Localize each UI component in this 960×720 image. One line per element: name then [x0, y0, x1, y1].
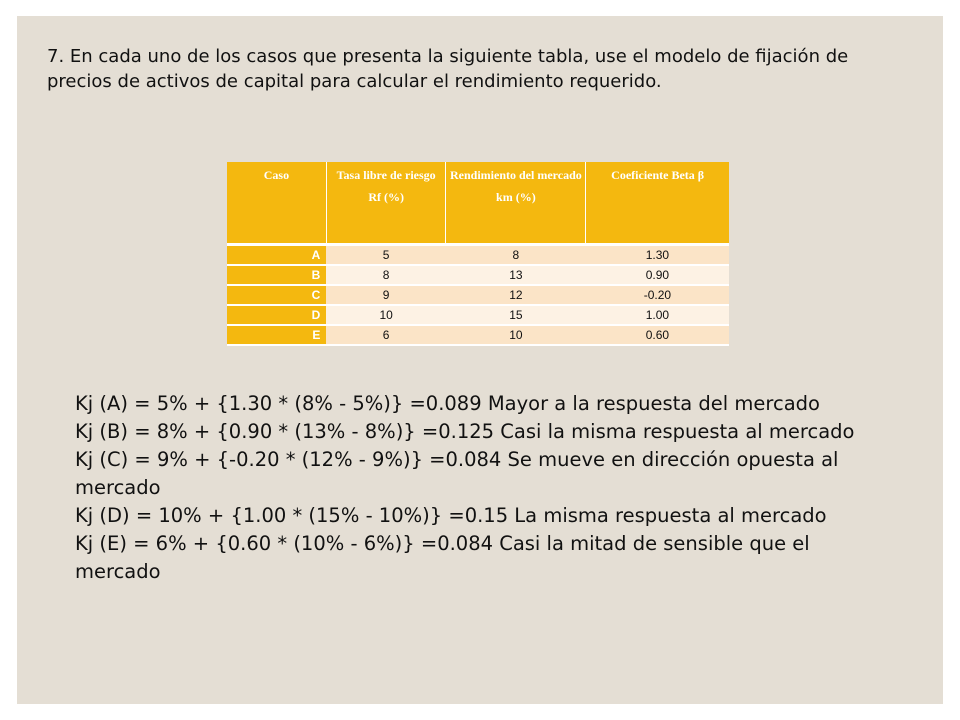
data-table	[227, 162, 729, 346]
header-beta: Coeficiente Beta β	[586, 162, 729, 244]
cell-rf: 8	[326, 265, 446, 285]
cell-rf: 9	[326, 285, 446, 305]
cell-case: C	[227, 285, 326, 305]
table-header-row	[227, 162, 729, 244]
cell-beta: 0.90	[586, 265, 729, 285]
answer-line: Kj (A) = 5% + {1.30 * (8% - 5%)} =0.089 Mayor a la respuesta del mercado	[75, 392, 820, 415]
cell-rf: 6	[326, 325, 446, 345]
answer-line: Kj (C) = 9% + {-0.20 * (12% - 9%)} =0.084 Se mueve en dirección opuesta al mercado	[75, 448, 839, 499]
cell-km: 8	[446, 244, 586, 265]
table-row	[227, 285, 729, 305]
table-row	[227, 244, 729, 265]
cell-beta: 1.00	[586, 305, 729, 325]
header-caso: Caso	[227, 162, 326, 244]
cell-beta: 0.60	[586, 325, 729, 345]
answers-block	[75, 390, 895, 586]
cell-km: 13	[446, 265, 586, 285]
table-row	[227, 325, 729, 345]
cell-km: 15	[446, 305, 586, 325]
cell-km: 12	[446, 285, 586, 305]
cell-case: B	[227, 265, 326, 285]
cell-beta: 1.30	[586, 244, 729, 265]
header-rf: Tasa libre de riesgo Rf (%)	[326, 162, 446, 244]
cell-case: A	[227, 244, 326, 265]
table-row	[227, 265, 729, 285]
question-text: 7. En cada uno de los casos que presenta la siguiente tabla, use el modelo de fijación de precios de activos de capital para calcular el rendimiento requerido.	[47, 46, 849, 92]
cell-beta: -0.20	[586, 285, 729, 305]
table-row	[227, 305, 729, 325]
slide	[17, 16, 943, 704]
cell-rf: 10	[326, 305, 446, 325]
answer-line: Kj (E) = 6% + {0.60 * (10% - 6%)} =0.084 Casi la mitad de sensible que el mercado	[75, 532, 810, 583]
cell-km: 10	[446, 325, 586, 345]
answer-line: Kj (D) = 10% + {1.00 * (15% - 10%)} =0.15 La misma respuesta al mercado	[75, 504, 827, 527]
cell-case: E	[227, 325, 326, 345]
cell-rf: 5	[326, 244, 446, 265]
cell-case: D	[227, 305, 326, 325]
header-km: Rendimiento del mercado km (%)	[446, 162, 586, 244]
answer-line: Kj (B) = 8% + {0.90 * (13% - 8%)} =0.125 Casi la misma respuesta al mercado	[75, 420, 855, 443]
